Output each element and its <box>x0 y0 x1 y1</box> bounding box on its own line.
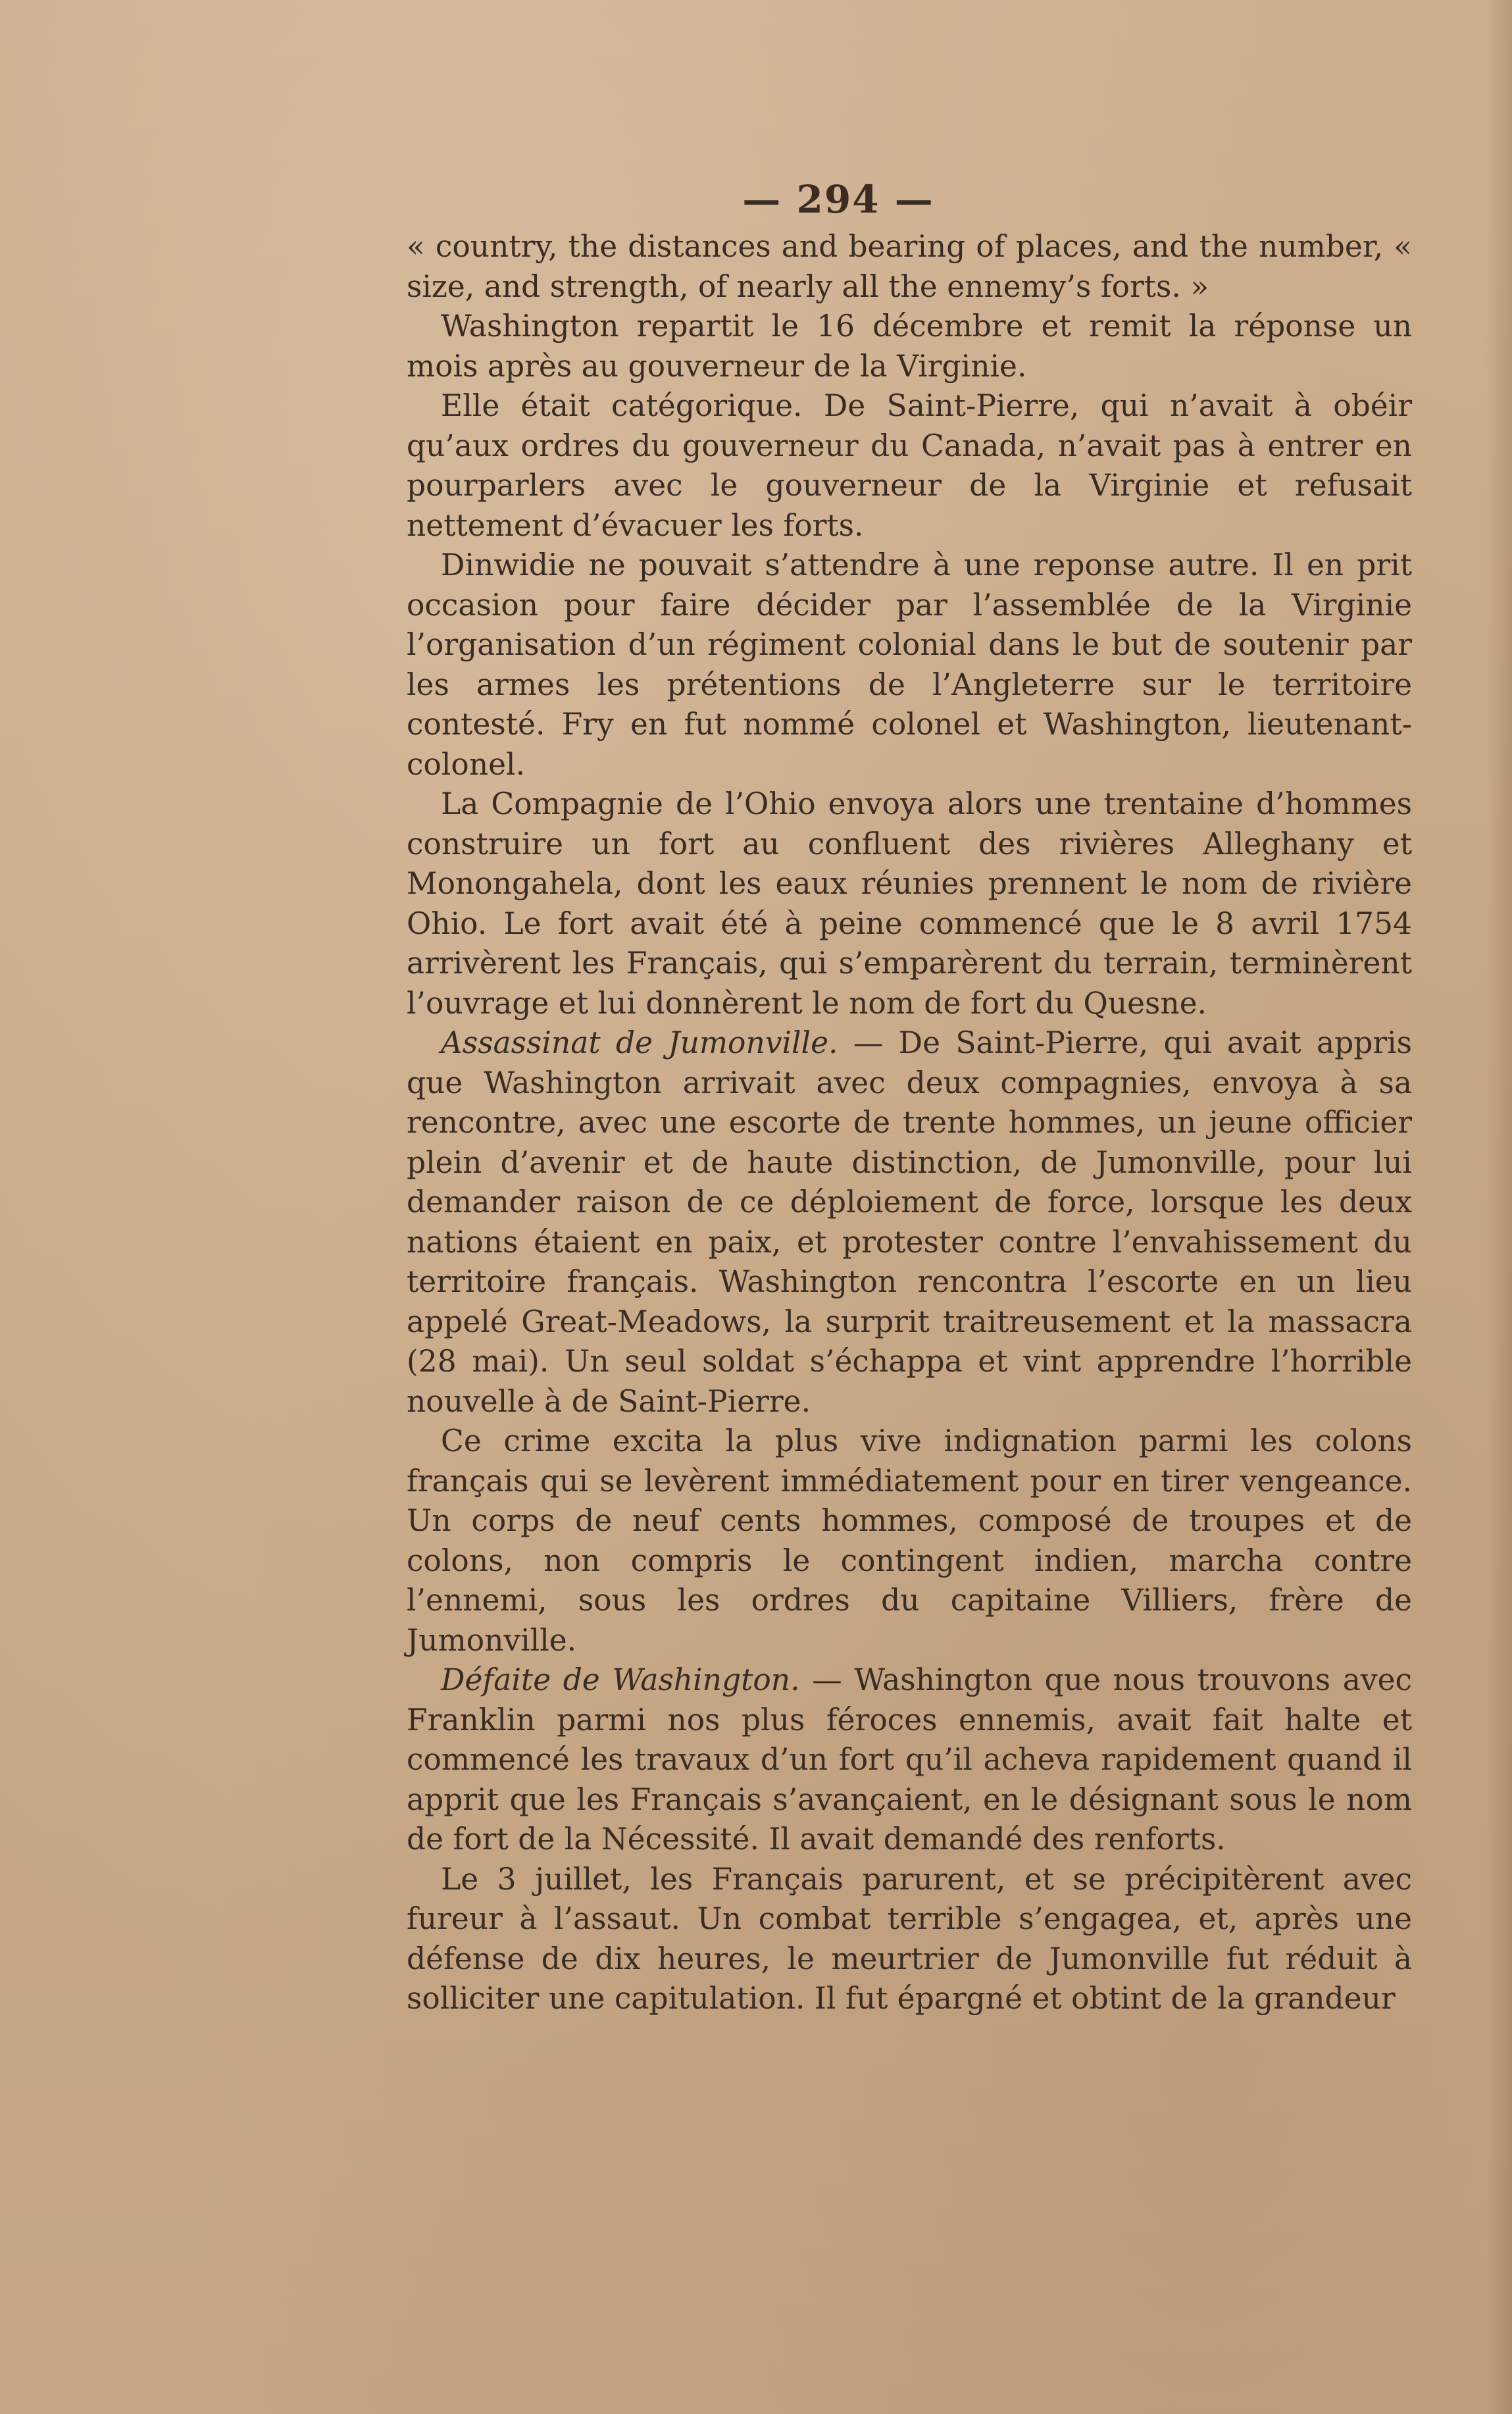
paragraph: La Compagnie de l’Ohio envoya alors une trentaine d’hommes construire un fort au confluent des rivières Alleghany et Monongahela, dont les eaux réunies prennent le nom de rivière Ohio. Le fort avait été à peine commencé que le 8 avril 1754 arrivèrent les Français, qui s’emparèrent du terrain, terminèrent l’ouvrage et lui donnèrent le nom de fort du Quesne. <box>407 786 1412 1021</box>
paragraph: Le 3 juillet, les Français parurent, et se précipitèrent avec fureur à l’assaut. Un combat terrible s’engagea, et, après une défense de dix heures, le meurtrier de Jumonville fut réduit à solliciter une capitulation. Il fut épargné et obtint de la grandeur <box>407 1861 1412 2016</box>
paragraph: Ce crime excita la plus vive indignation parmi les colons français qui se levèrent immédiatement pour en tirer vengeance. Un corps de neuf cents hommes, composé de troupes et de colons, non compris le contingent indien, marcha contre l’ennemi, sous les ordres du capitaine Villiers, frère de Jumonville. <box>407 1424 1412 1658</box>
paragraph: Washington repartit le 16 décembre et remit la réponse un mois après au gouverneur de la Virginie. <box>407 309 1412 384</box>
section-heading: Défaite de Washington. <box>441 1662 800 1697</box>
paragraph-with-heading <box>407 1023 1412 1422</box>
paragraph-body: — De Saint-Pierre, qui avait appris que Washington arrivait avec deux compagnies, envoya à sa rencontre, avec une escorte de trente hommes, un jeune officier plein d’avenir et de haute distinction, de Jumonville, pour lui demander raison de ce déploiement de force, lorsque les deux nations étaient en paix, et protester contre l’envahissement du territoire français. Washington rencontra l’escorte en un lieu appelé Great-Meadows, la surprit traitreusement et la massacra (28 mai). Un seul soldat s’échappa et vint apprendre l’horrible nouvelle à de Saint-Pierre. <box>407 1025 1412 1419</box>
page-edge-shadow <box>1486 0 1512 2414</box>
paragraph-body: — Washington que nous trouvons avec Franklin parmi nos plus féroces ennemis, avait fait halte et commencé les travaux d’un fort qu’il acheva rapidement quand il apprit que les Français s’avançaient, en le désignant sous le nom de fort de la Nécessité. Il avait demandé des renforts. <box>407 1662 1412 1857</box>
paragraph-with-heading <box>407 1660 1412 1860</box>
section-heading: Assassinat de Jumonville. <box>441 1025 838 1060</box>
paragraph: Elle était catégorique. De Saint-Pierre, qui n’avait à obéir qu’aux ordres du gouverneur du Canada, n’avait pas à entrer en pourparlers avec le gouverneur de la Virginie et refusait nettement d’évacuer les forts. <box>407 388 1412 543</box>
paragraph-quote: « country, the distances and bearing of places, and the number, « size, and strength, of nearly all the ennemy’s forts. » <box>407 229 1412 304</box>
body-text <box>407 227 1412 2019</box>
paragraph: Dinwidie ne pouvait s’attendre à une reponse autre. Il en prit occasion pour faire décider par l’assemblée de la Virginie l’organisation d’un régiment colonial dans le but de soutenir par les armes les prétentions de l’Angleterre sur le territoire contesté. Fry en fut nommé colonel et Washington, lieutenant-colonel. <box>407 548 1412 782</box>
page-number: — 294 — <box>742 177 934 222</box>
